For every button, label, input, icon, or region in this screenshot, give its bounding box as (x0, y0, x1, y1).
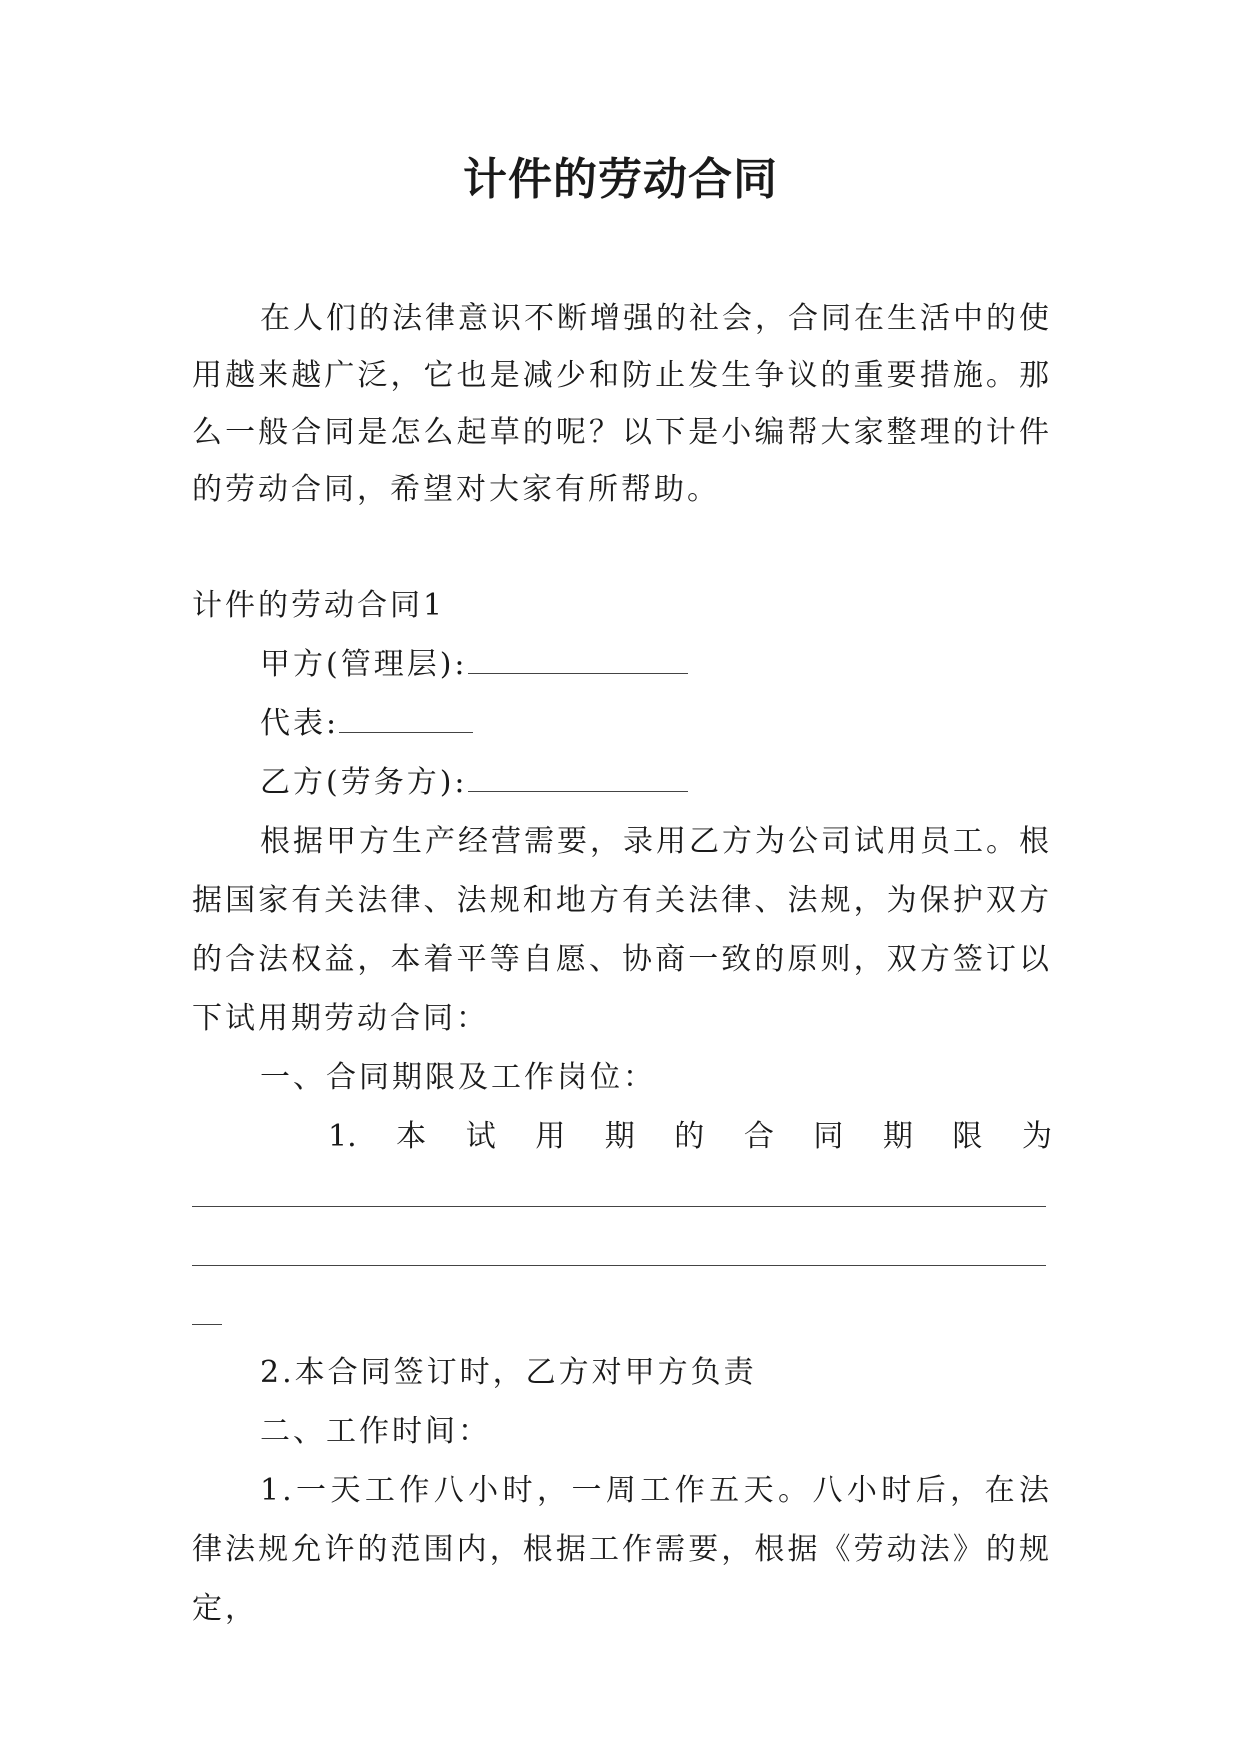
item-1-1-char: 期 (882, 1119, 913, 1154)
fill-blank-line-end (192, 1284, 1052, 1343)
item-1-1-char: 同 (813, 1119, 844, 1154)
item-1-1-char: 用 (535, 1119, 566, 1154)
party-b-blank (468, 765, 688, 792)
document-title: 计件的劳动合同 (463, 154, 778, 205)
party-b-label: 乙方(劳务方): (260, 765, 468, 800)
heading-contract-term: 一、合同期限及工作岗位： (260, 1060, 656, 1095)
item-1-2: 2.本合同签订时，乙方对甲方负责 (260, 1355, 757, 1390)
party-b-line (192, 753, 1052, 812)
item-1-1-char: 合 (743, 1119, 774, 1154)
item-1-1-char: 限 (952, 1119, 983, 1154)
preamble-paragraph: 根据甲方生产经营需要，录用乙方为公司试用员工。根据国家有关法律、法规和地方有关法律、法规，为保护双方的合法权益，本着平等自愿、协商一致的原则，双方签订以下试用期劳动合同： (192, 824, 1052, 1036)
fill-blank-line (192, 1166, 1052, 1225)
party-a-label: 甲方(管理层): (260, 647, 468, 682)
representative-blank (339, 706, 473, 733)
item-1-1-char: 的 (674, 1119, 705, 1154)
heading-work-hours: 二、工作时间： (260, 1414, 491, 1449)
item-1-1-line (192, 1107, 1052, 1166)
item-1-1-char: 本 (396, 1119, 427, 1154)
party-a-blank (468, 647, 688, 674)
item-1-1-char: 1. (328, 1119, 357, 1154)
representative-label: 代表: (260, 706, 340, 741)
fill-blank-line (192, 1225, 1052, 1284)
intro-paragraph: 在人们的法律意识不断增强的社会，合同在生活中的使用越来越广泛，它也是减少和防止发生争议的重要措施。那么一般合同是怎么起草的呢？以下是小编帮大家整理的计件的劳动合同，希望对大家有所帮助。 (192, 301, 1052, 507)
section-title: 计件的劳动合同1 (192, 588, 446, 623)
item-2-1-paragraph: 1.一天工作八小时，一周工作五天。八小时后，在法律法规允许的范围内，根据工作需要，根据《劳动法》的规定， (192, 1473, 1052, 1626)
party-a-line (192, 635, 1052, 694)
document-body (192, 290, 1052, 1638)
representative-line (192, 694, 1052, 753)
item-1-1-char: 试 (465, 1119, 496, 1154)
item-1-1-char: 为 (1021, 1119, 1052, 1154)
item-1-1-char: 期 (604, 1119, 635, 1154)
